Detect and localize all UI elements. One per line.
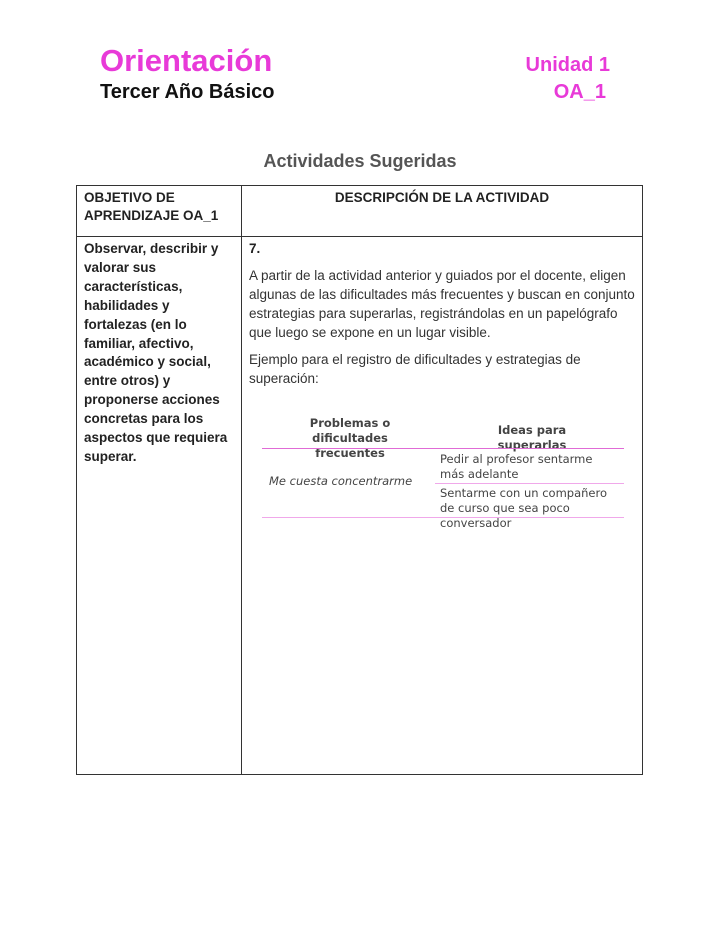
example-bottom-rule	[262, 517, 624, 518]
objective-column-header: OBJETIVO DE APRENDIZAJE OA_1	[84, 190, 219, 223]
activities-table	[76, 185, 643, 775]
activity-paragraph: A partir de la actividad anterior y guiados por el docente, eligen algunas de las dificultades más frecuentes y buscan en conjunto estrategias para superarlas, registrándolas en un papelógrafo que luego se expone en un lugar visible.	[249, 268, 635, 340]
description-column-header: DESCRIPCIÓN DE LA ACTIVIDAD	[334, 190, 550, 205]
oa-code: OA_1	[553, 81, 606, 103]
header-row-divider	[77, 236, 642, 237]
example-header-problems: Problemas o dificultades frecuentes	[309, 416, 391, 460]
example-idea: Sentarme con un compañero de curso que sea poco conversador	[440, 486, 607, 530]
example-header-ideas: Ideas para superarlas	[497, 423, 567, 452]
activity-number: 7.	[249, 241, 261, 256]
example-row-rule	[435, 483, 624, 484]
grade-level: Tercer Año Básico	[100, 81, 275, 103]
subject-title: Orientación	[100, 43, 273, 78]
example-intro: Ejemplo para el registro de dificultades y estrategias de superación:	[249, 352, 581, 386]
section-title: Actividades Sugeridas	[263, 151, 457, 171]
example-table	[262, 416, 624, 530]
column-divider	[241, 186, 242, 774]
example-problem: Me cuesta concentrarme	[269, 474, 413, 488]
unit-label: Unidad 1	[525, 54, 610, 76]
page-header	[100, 44, 610, 108]
objective-text: Observar, describir y valorar sus características, habilidades y fortalezas (en lo familiar, afectivo, académico y social, entre otros) y proponerse acciones concretas para los aspectos que requiera superar.	[84, 241, 228, 464]
example-idea: Pedir al profesor sentarme más adelante	[440, 452, 593, 481]
example-header-rule	[262, 448, 624, 449]
activity-description	[249, 240, 641, 396]
